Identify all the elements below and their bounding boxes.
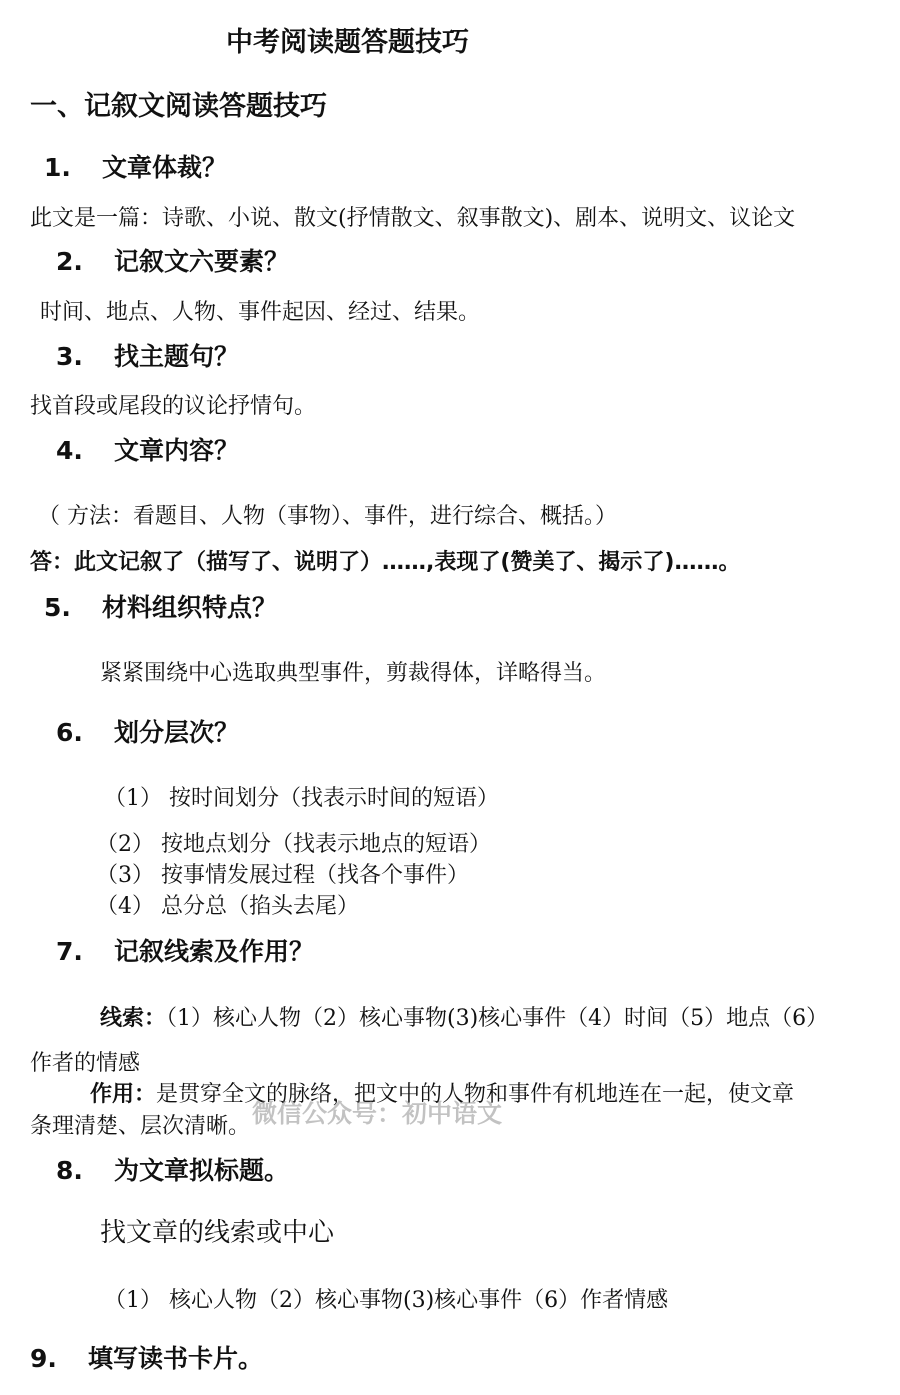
watermark: 微信公众号：初中语文 bbox=[252, 1099, 503, 1128]
question-text: 为文章拟标题。 bbox=[114, 1156, 290, 1185]
answer-8-line-1: 找文章的线索或中心 bbox=[100, 1218, 335, 1248]
answer-3: 找首段或尾段的议论抒情句。 bbox=[30, 394, 317, 419]
page-title: 中考阅读题答题技巧 bbox=[226, 27, 469, 58]
question-number: 3. bbox=[56, 342, 83, 371]
question-number: 2. bbox=[56, 247, 83, 276]
question-3 bbox=[56, 337, 239, 373]
answer-4-template: 答：此文记叙了（描写了、说明了）……,表现了(赞美了、揭示了)……。 bbox=[30, 550, 741, 575]
question-4 bbox=[56, 431, 239, 467]
question-2 bbox=[56, 242, 289, 278]
answer-4-method: （ 方法：看题目、人物（事物）、事件，进行综合、概括。） bbox=[38, 504, 617, 529]
list-item: （3） 按事情发展过程（找各个事件） bbox=[96, 863, 469, 888]
question-number: 1. bbox=[44, 153, 71, 182]
list-item: （2） 按地点划分（找表示地点的短语） bbox=[96, 832, 491, 857]
question-text: 文章体裁？ bbox=[102, 153, 228, 182]
question-text: 填写读书卡片。 bbox=[88, 1344, 264, 1373]
question-text: 文章内容？ bbox=[114, 436, 240, 465]
answer-8-line-2: （1） 核心人物（2）核心事物(3)核心事件（6）作者情感 bbox=[104, 1288, 669, 1313]
question-number: 8. bbox=[56, 1156, 83, 1185]
answer-5: 紧紧围绕中心选取典型事件，剪裁得体，详略得当。 bbox=[100, 661, 607, 686]
question-text: 找主题句？ bbox=[114, 342, 240, 371]
question-6 bbox=[56, 713, 239, 749]
answer-2: 时间、地点、人物、事件起因、经过、结果。 bbox=[40, 300, 481, 325]
use-text: 是贯穿全文的脉络，把文中的人物和事件有机地连在一起，使文章 bbox=[156, 1082, 795, 1107]
answer-7-clue bbox=[100, 1001, 828, 1032]
question-number: 5. bbox=[44, 593, 71, 622]
list-item: （4） 总分总（掐头去尾） bbox=[96, 894, 359, 919]
question-text: 记叙文六要素？ bbox=[114, 247, 290, 276]
question-number: 6. bbox=[56, 718, 83, 747]
question-number: 4. bbox=[56, 436, 83, 465]
question-7 bbox=[56, 932, 314, 968]
clue-text: （1）核心人物（2）核心事物(3)核心事件（4）时间（5）地点（6） bbox=[166, 1006, 829, 1031]
answer-7-use-cont: 条理清楚、层次清晰。 bbox=[30, 1114, 251, 1139]
question-9 bbox=[30, 1339, 263, 1375]
list-item: （1） 按时间划分（找表示时间的短语） bbox=[104, 786, 499, 811]
question-number: 7. bbox=[56, 937, 83, 966]
section-heading: 一、记叙文阅读答题技巧 bbox=[30, 91, 327, 122]
answer-7-clue-cont: 作者的情感 bbox=[30, 1051, 141, 1076]
question-text: 划分层次？ bbox=[114, 718, 240, 747]
clue-label: 线索： bbox=[100, 1006, 167, 1031]
question-number: 9. bbox=[30, 1344, 57, 1373]
use-label: 作用： bbox=[90, 1082, 157, 1107]
question-1 bbox=[44, 148, 227, 184]
question-text: 记叙线索及作用？ bbox=[114, 937, 315, 966]
question-text: 材料组织特点？ bbox=[102, 593, 278, 622]
answer-1: 此文是一篇：诗歌、小说、散文(抒情散文、叙事散文)、剧本、说明文、议论文 bbox=[30, 206, 796, 231]
question-5 bbox=[44, 588, 277, 624]
question-8 bbox=[56, 1151, 289, 1187]
